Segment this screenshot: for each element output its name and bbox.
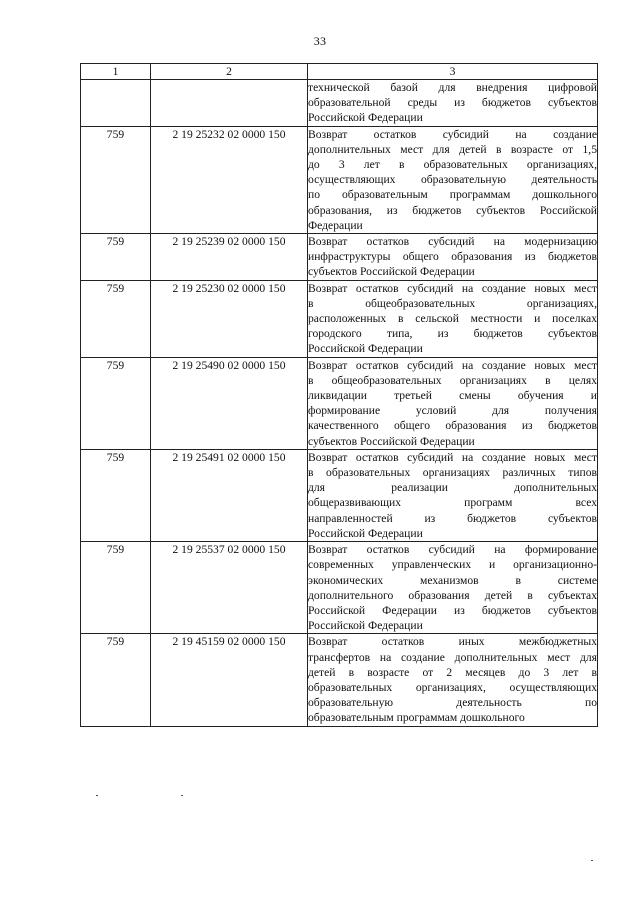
- table-row: [81, 280, 598, 357]
- budget-classification-code-cell: 2 19 25239 02 0000 150: [151, 234, 308, 281]
- admin-code-cell: 759: [81, 234, 151, 281]
- table-row: [81, 449, 598, 541]
- table-row: [81, 234, 598, 281]
- budget-classification-code-cell: 2 19 25491 02 0000 150: [151, 449, 308, 541]
- budget-classification-code-cell: 2 19 25230 02 0000 150: [151, 280, 308, 357]
- budget-classification-code-cell: 2 19 45159 02 0000 150: [151, 634, 308, 726]
- budget-classification-code-cell: [151, 80, 308, 127]
- description-line: Возврат остатков субсидий на создание: [308, 127, 597, 141]
- scan-speck: [181, 795, 183, 796]
- description-line: образовательную деятельность по: [308, 696, 597, 710]
- description-line: детей в возрасте от 2 месяцев до 3 лет в: [308, 665, 597, 679]
- description-line: инфраструктуры общего образования из бюджетов: [308, 250, 597, 264]
- revenue-description-cell: [308, 357, 598, 449]
- admin-code-cell: 759: [81, 126, 151, 233]
- admin-code-cell: [81, 80, 151, 127]
- description-line: Федерации: [308, 218, 363, 232]
- admin-code-cell: 759: [81, 280, 151, 357]
- description-line: общеразвивающих программ всех: [308, 496, 597, 510]
- admin-code-cell: 759: [81, 357, 151, 449]
- column-header-2: 2: [151, 64, 308, 80]
- description-line: дополнительного образования детей в субъектах: [308, 588, 597, 602]
- description-line: субъектов Российской Федерации: [308, 434, 475, 448]
- description-line: Возврат остатков субсидий на создание новых мест: [308, 358, 597, 372]
- description-line: Возврат остатков субсидий на создание новых мест: [308, 450, 597, 464]
- description-line: Российской Федерации: [308, 111, 423, 125]
- revenue-description-cell: [308, 234, 598, 281]
- description-line: в образовательных организациях различных типов: [308, 466, 597, 480]
- description-line: образовательной среды из бюджетов субъектов: [308, 96, 597, 110]
- table-header-row: [81, 64, 598, 80]
- description-line: в общеобразовательных организациях в целях: [308, 373, 597, 387]
- description-line: Российской Федерации из бюджетов субъектов: [308, 603, 597, 617]
- description-line: Возврат остатков субсидий на создание новых мест: [308, 281, 597, 295]
- description-line: образовательных организациях, осуществляющих: [308, 680, 597, 694]
- budget-classification-code-cell: 2 19 25537 02 0000 150: [151, 542, 308, 634]
- description-line: Возврат остатков субсидий на модернизацию: [308, 235, 597, 249]
- page-number: 33: [313, 34, 327, 48]
- revenue-description-cell: [308, 634, 598, 726]
- description-line: направленностей из бюджетов субъектов: [308, 511, 597, 525]
- scan-speck: [591, 860, 593, 861]
- description-line: до 3 лет в образовательных организациях,: [308, 158, 597, 172]
- description-line: Возврат остатков субсидий на формирование: [308, 543, 597, 557]
- budget-classification-code-cell: 2 19 25232 02 0000 150: [151, 126, 308, 233]
- admin-code-cell: 759: [81, 634, 151, 726]
- description-line: дополнительных мест для детей в возрасте от 1,5: [308, 142, 597, 156]
- table-row: [81, 126, 598, 233]
- budget-classification-code-cell: 2 19 25490 02 0000 150: [151, 357, 308, 449]
- description-line: расположенных в сельской местности и поселках: [308, 312, 597, 326]
- admin-code-cell: 759: [81, 449, 151, 541]
- table-row: [81, 542, 598, 634]
- column-header-1: 1: [81, 64, 151, 80]
- description-line: формирование условий для получения: [308, 404, 597, 418]
- description-line: экономических механизмов в системе: [308, 573, 597, 587]
- table-row: [81, 357, 598, 449]
- description-line: Российской Федерации: [308, 619, 423, 633]
- column-header-3: 3: [308, 64, 598, 80]
- description-line: современных управленческих и организационно-: [308, 558, 597, 572]
- revenue-description-cell: [308, 280, 598, 357]
- description-line: Российской Федерации: [308, 526, 423, 540]
- revenue-description-cell: [308, 449, 598, 541]
- description-line: в общеобразовательных организациях,: [308, 296, 597, 310]
- table-row: [81, 80, 598, 127]
- description-line: образовательным программам дошкольного: [308, 711, 525, 725]
- description-line: для реализации дополнительных: [308, 481, 597, 495]
- scan-speck: [96, 795, 98, 796]
- revenue-description-cell: [308, 126, 598, 233]
- revenue-description-cell: [308, 80, 598, 127]
- description-line: образования, из бюджетов субъектов Российской: [308, 203, 597, 217]
- table-row: [81, 634, 598, 726]
- description-line: Возврат остатков иных межбюджетных: [308, 635, 597, 649]
- description-line: Российской Федерации: [308, 342, 423, 356]
- description-line: по образовательным программам дошкольного: [308, 188, 597, 202]
- admin-code-cell: 759: [81, 542, 151, 634]
- description-line: качественного общего образования из бюджетов: [308, 419, 597, 433]
- budget-codes-table: [80, 63, 598, 727]
- description-line: городского типа, из бюджетов субъектов: [308, 327, 597, 341]
- description-line: ликвидации третьей смены обучения и: [308, 389, 597, 403]
- description-line: технической базой для внедрения цифровой: [308, 81, 597, 94]
- description-line: субъектов Российской Федерации: [308, 265, 475, 279]
- revenue-description-cell: [308, 542, 598, 634]
- description-line: трансфертов на создание дополнительных мест для: [308, 650, 597, 664]
- description-line: осуществляющих образовательную деятельность: [308, 173, 597, 187]
